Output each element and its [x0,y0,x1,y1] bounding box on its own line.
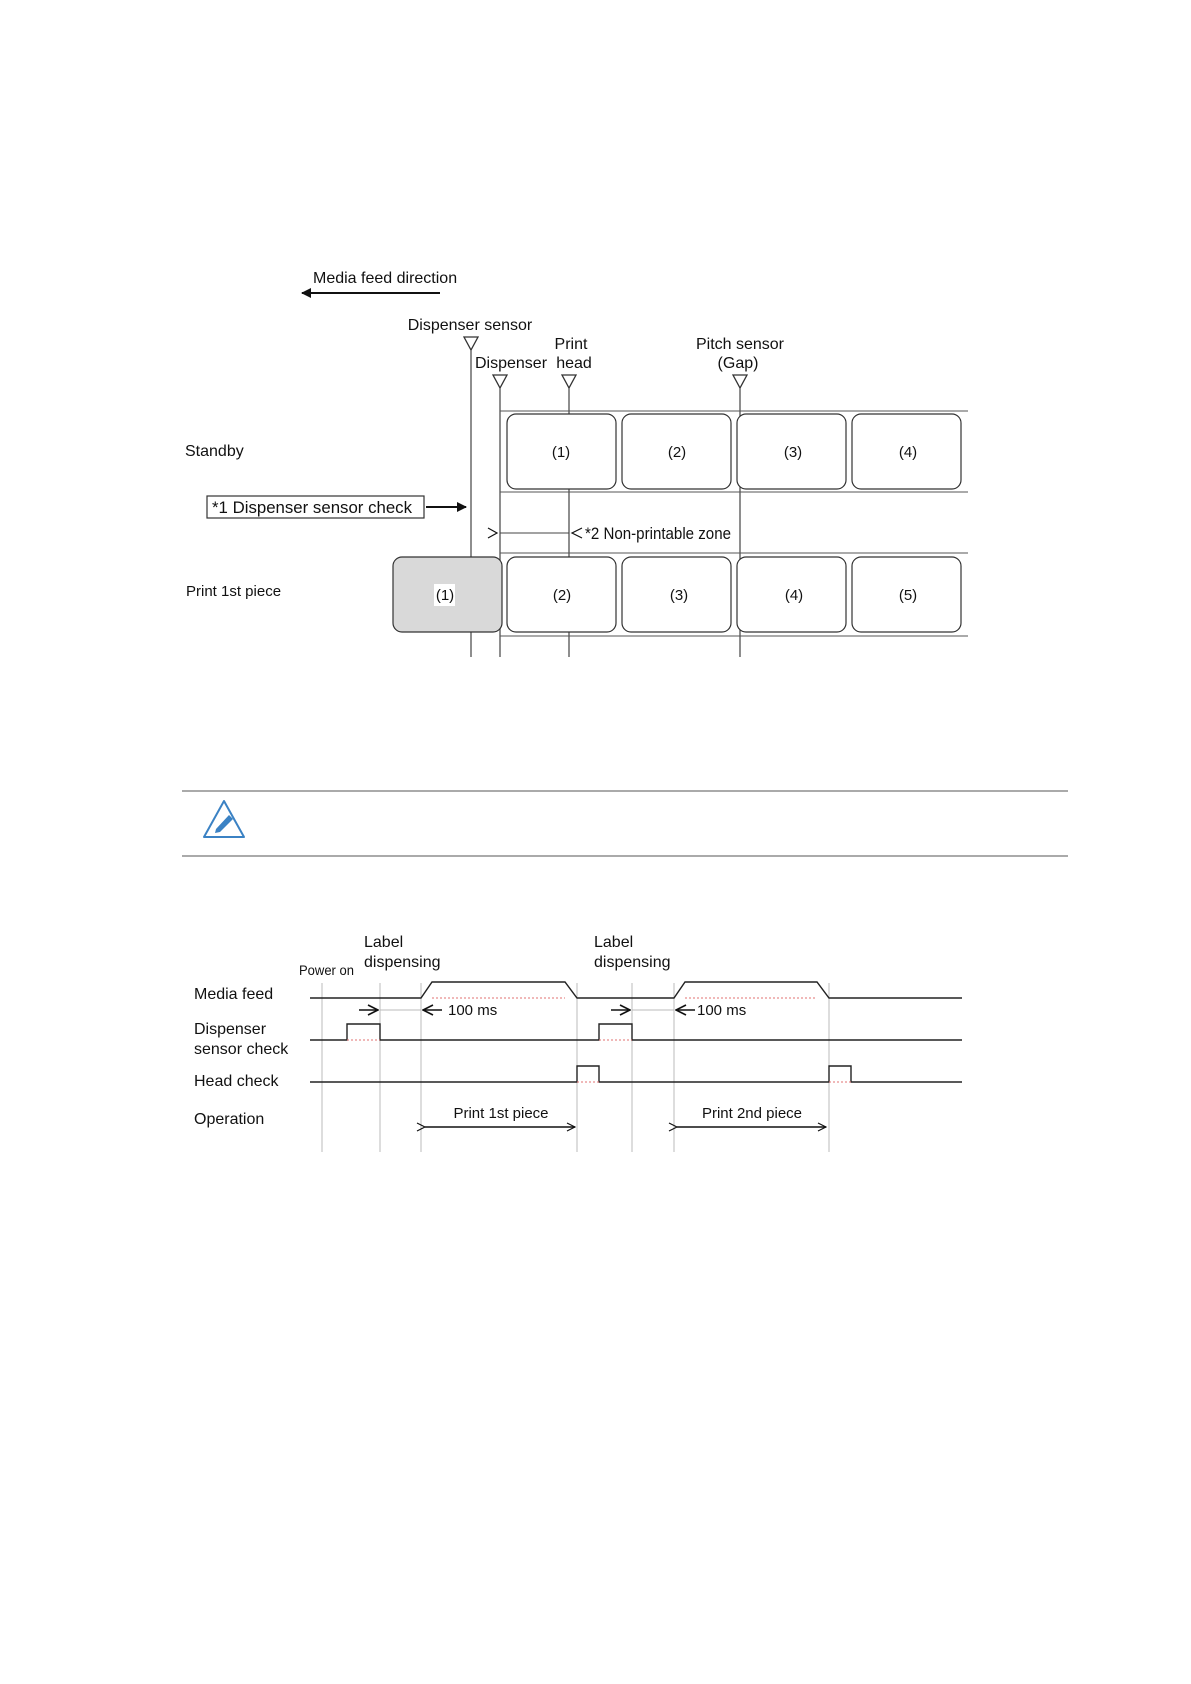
signal-head-check: Head check [194,1073,279,1090]
print-label-2-text: (2) [552,587,572,604]
dispenser-sensor-label: Dispenser sensor [407,317,533,334]
timing-chart [194,934,962,1152]
power-on-label: Power on [299,962,354,978]
nonprintable-note: *2 Non-printable zone [585,524,731,543]
standby-label-3-text: (3) [783,444,803,461]
signal-dispenser-check-1: Dispenser [194,1021,267,1038]
print-first-label: Print 1st piece [186,583,282,600]
delay-label-2: 100 ms [697,1002,747,1019]
signal-operation: Operation [194,1111,265,1128]
print-label: Print [554,336,588,353]
head-label: head [556,355,592,372]
signal-dispenser-check-2: sensor check [194,1041,289,1058]
gap-label: (Gap) [717,355,759,372]
dispenser-marker [493,375,507,388]
dispensing-word-1: dispensing [364,954,441,971]
standby-label-2-text: (2) [667,444,687,461]
pencil-icon [204,801,244,837]
print-label-4-text: (4) [784,587,804,604]
dispenser-label: Dispenser [474,355,548,372]
note-box [182,791,1068,856]
feed-direction-label: Media feed direction [313,270,458,287]
label-word-1: Label [364,934,404,951]
layout-diagram [185,270,968,657]
print-label-3-text: (3) [669,587,689,604]
standby-labels [507,414,961,489]
pitch-sensor-marker [733,375,747,388]
signal-media-feed: Media feed [194,986,274,1003]
dispenser-check-waveform [310,1024,962,1040]
dispensing-word-2: dispensing [594,954,671,971]
media-feed-waveform [310,982,962,998]
standby-label-4-text: (4) [898,444,918,461]
operation-print-1st-label: Print 1st piece [453,1105,549,1122]
sensor-check-note: *1 Dispenser sensor check [212,498,413,517]
standby-label-1-text: (1) [551,444,571,461]
dispenser-sensor-marker [464,337,478,350]
head-check-waveform [310,1066,962,1082]
operation-print-2nd-label: Print 2nd piece [701,1105,803,1122]
print-label-1-text: (1) [435,587,455,604]
label-word-2: Label [594,934,634,951]
print-label-5-text: (5) [898,587,918,604]
delay-label-1: 100 ms [448,1002,498,1019]
nonprintable-left-arrow [488,528,497,538]
standby-label: Standby [185,443,244,460]
print-head-marker [562,375,576,388]
nonprintable-right-arrow [572,528,582,538]
print-labels [393,557,961,632]
pitch-sensor-label: Pitch sensor [695,336,785,353]
